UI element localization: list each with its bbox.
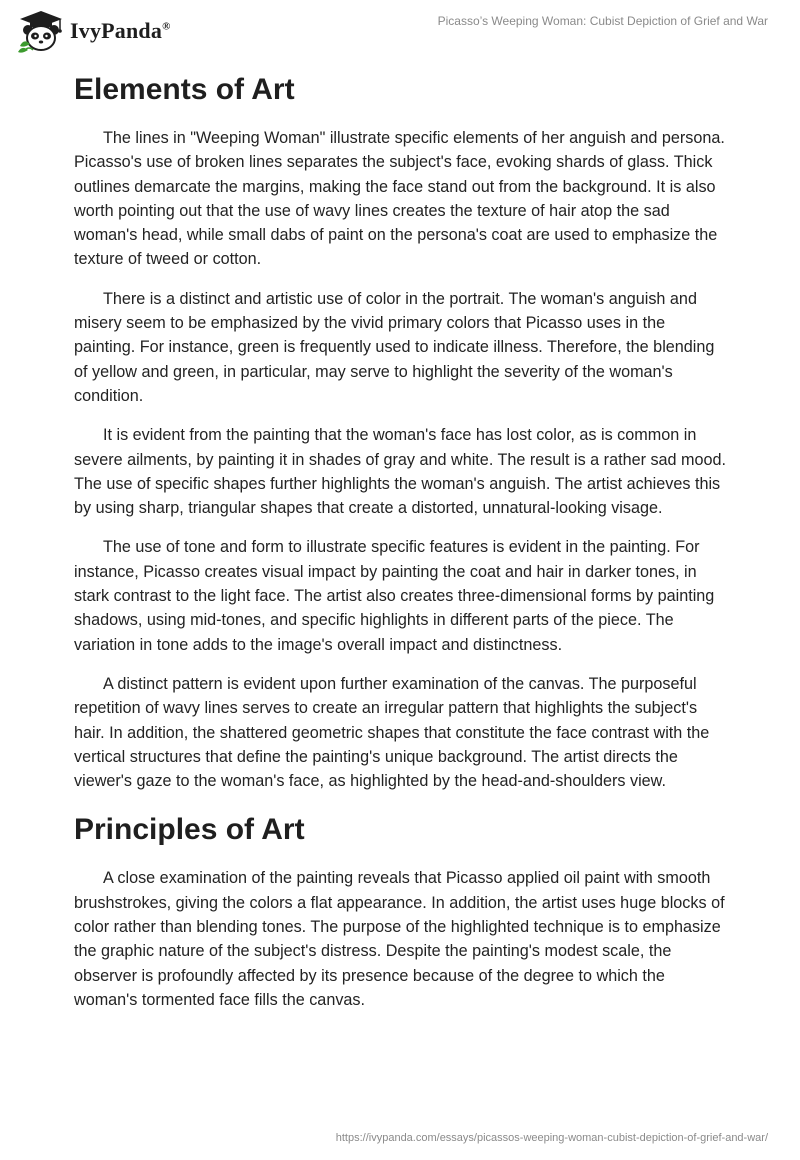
paragraph: There is a distinct and artistic use of color in the portrait. The woman's anguish and misery seem to be emphasized by the vivid primary colors that Picasso uses in the painting. For instance, green is frequently used to indicate illness. Therefore, the blending of yellow and green, in particular, may serve to highlight the severity of the woman's condition.: [74, 289, 715, 405]
paragraph: It is evident from the painting that the woman's face has lost color, as is common in severe ailments, by painting it in shades of gray and white. The result is a rather sad mood. The use of specific shapes further highlights the woman's anguish. The artist achieves this by using sharp, triangular shapes that create a distorted, unnatural-looking visage.: [74, 426, 727, 518]
page-header: [0, 0, 800, 60]
section-heading-elements-of-art: Elements of Art: [74, 73, 295, 106]
essay-body: [74, 68, 730, 1027]
paragraph: The use of tone and form to illustrate specific features is evident in the painting. For instance, Picasso creates visual impact by painting the coat and hair in darker tones, in stark contrast to the light face. The artist also creates three-dimensional forms by painting shadows, using mid-tones, and specific highlights in different parts of the piece. The variation in tone adds to the image's overall impact and distinctness.: [74, 538, 715, 654]
paragraph: A close examination of the painting reveals that Picasso applied oil paint with smooth brushstrokes, giving the colors a flat appearance. In addition, the artist uses huge blocks of color rather than blending tones. The purpose of the highlighted technique is to emphasize the graphic nature of the subject's distress. Despite the painting's modest scale, the observer is profoundly affected by its presence because of the degree to which the woman's tormented face fills the canvas.: [74, 869, 725, 1009]
brand-text: IvyPanda: [70, 18, 163, 43]
document-title: Picasso’s Weeping Woman: Cubist Depiction of Grief and War: [437, 14, 768, 28]
registered-mark: ®: [162, 20, 171, 33]
section-heading-principles-of-art: Principles of Art: [74, 813, 305, 847]
paragraph: The lines in "Weeping Woman" illustrate specific elements of her anguish and persona. Picasso's use of broken lines separates the subject's face, evoking shards of glass. Thick outlines demarcate the margins, making the face stand out from the background. It is also worth pointing out that the use of wavy lines creates the texture of hair atop the sad woman's head, while small dabs of paint on the persona's coat are used to emphasize the texture of tweed or cotton.: [74, 129, 725, 269]
ivypanda-logo[interactable]: [16, 8, 171, 54]
brand-name: [70, 18, 171, 44]
paragraph: A distinct pattern is evident upon further examination of the canvas. The purposeful repetition of wavy lines serves to create an irregular pattern that highlights the subject's hair. In addition, the shattered geometric shapes that constitute the face contrast with the vertical structures that define the painting's unique background. The artist directs the viewer's gaze to the woman's face, as highlighted by the head-and-shoulders view.: [74, 674, 710, 791]
source-url[interactable]: https://ivypanda.com/essays/picassos-weeping-woman-cubist-depiction-of-grief-and-war/: [335, 1132, 768, 1144]
panda-graduate-icon: [16, 8, 66, 54]
